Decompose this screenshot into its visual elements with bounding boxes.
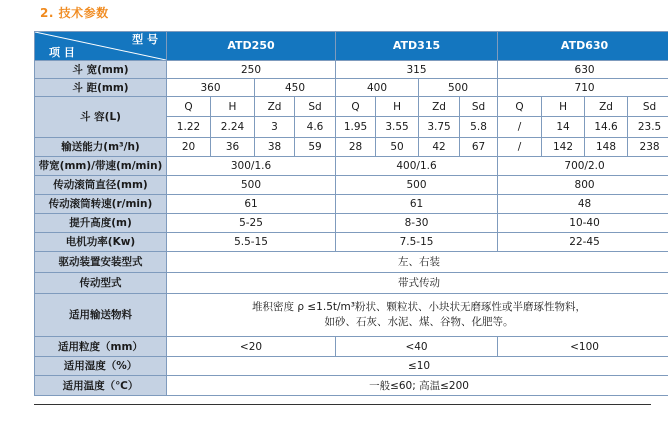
cell: 2.24 <box>211 117 255 138</box>
spec-table <box>34 31 668 396</box>
row-label: 适用粒度（mm） <box>35 337 167 357</box>
cell: 450 <box>255 79 336 97</box>
cell: 5-25 <box>167 214 336 233</box>
material-line-1: 堆积密度 ρ ≤1.5t/m³粉状、颗粒状、小块状无磨琢性或半磨琢性物料， <box>252 301 586 313</box>
corner-item-label: 项 目 <box>49 46 75 59</box>
cell: 左、右装 <box>167 252 668 273</box>
row-label: 驱动装置安装型式 <box>35 252 167 273</box>
cell: 5.5-15 <box>167 233 336 252</box>
cell: 61 <box>167 195 336 214</box>
cell: 800 <box>498 176 668 195</box>
row-motor-power <box>35 233 668 252</box>
sub-header: Zd <box>255 97 295 117</box>
row-label: 斗 距(mm) <box>35 79 167 97</box>
row-label: 输送能力(m³/h) <box>35 138 167 157</box>
row-bucket-width <box>35 61 668 79</box>
cell: <100 <box>498 337 668 357</box>
cell: 315 <box>336 61 498 79</box>
cell: 14 <box>542 117 585 138</box>
row-lift-height <box>35 214 668 233</box>
sub-header: Sd <box>295 97 336 117</box>
cell: 360 <box>167 79 255 97</box>
cell: 700/2.0 <box>498 157 668 176</box>
cell: 带式传动 <box>167 273 668 294</box>
sub-header: Q <box>498 97 542 117</box>
row-label: 传动滚筒转速(r/min) <box>35 195 167 214</box>
cell: 38 <box>255 138 295 157</box>
sub-header: H <box>376 97 419 117</box>
cell: 23.5 <box>628 117 668 138</box>
model-atd250: ATD250 <box>167 32 336 61</box>
cell: 3.75 <box>419 117 460 138</box>
row-throughput <box>35 138 668 157</box>
cell: 20 <box>167 138 211 157</box>
row-capacity-sub <box>35 97 668 117</box>
section-title: 2. 技术参数 <box>40 6 109 20</box>
cell: 28 <box>336 138 376 157</box>
cell: 5.8 <box>460 117 498 138</box>
cell: 3.55 <box>376 117 419 138</box>
row-material <box>35 294 668 337</box>
row-label: 斗 宽(mm) <box>35 61 167 79</box>
header-row <box>35 32 668 61</box>
row-label: 带宽(mm)/带速(m/min) <box>35 157 167 176</box>
sub-header: Q <box>167 97 211 117</box>
row-label: 适用温度（℃） <box>35 376 167 396</box>
cell: 1.22 <box>167 117 211 138</box>
row-drum-speed <box>35 195 668 214</box>
sub-header: H <box>211 97 255 117</box>
cell: 14.6 <box>585 117 628 138</box>
sub-header: Q <box>336 97 376 117</box>
cell: 400 <box>336 79 419 97</box>
row-label: 传动滚筒直径(mm) <box>35 176 167 195</box>
cell: 630 <box>498 61 668 79</box>
row-drive-type <box>35 273 668 294</box>
cell: 7.5-15 <box>336 233 498 252</box>
cell: 一般≤60; 高温≤200 <box>167 376 668 396</box>
row-drum-diameter <box>35 176 668 195</box>
row-label: 提升高度(m) <box>35 214 167 233</box>
cell: 710 <box>498 79 668 97</box>
cell: 36 <box>211 138 255 157</box>
cell: 67 <box>460 138 498 157</box>
row-label: 电机功率(Kw) <box>35 233 167 252</box>
row-belt <box>35 157 668 176</box>
cell: <40 <box>336 337 498 357</box>
cell: / <box>498 117 542 138</box>
row-bucket-pitch <box>35 79 668 97</box>
cell: 500 <box>167 176 336 195</box>
row-temperature <box>35 376 668 396</box>
row-label: 适用湿度（%） <box>35 357 167 376</box>
row-humidity <box>35 357 668 376</box>
cell: 10-40 <box>498 214 668 233</box>
cell: 142 <box>542 138 585 157</box>
cell: ≤10 <box>167 357 668 376</box>
model-atd315: ATD315 <box>336 32 498 61</box>
cell: 500 <box>336 176 498 195</box>
sub-header: Sd <box>628 97 668 117</box>
cell: <20 <box>167 337 336 357</box>
cell <box>167 294 668 337</box>
sub-header: Zd <box>419 97 460 117</box>
header-corner <box>35 32 167 61</box>
cell: / <box>498 138 542 157</box>
cell: 400/1.6 <box>336 157 498 176</box>
cell: 50 <box>376 138 419 157</box>
material-line-2: 如砂、石灰、水泥、煤、谷物、化肥等。 <box>324 316 514 328</box>
row-label: 适用输送物料 <box>35 294 167 337</box>
cell: 3 <box>255 117 295 138</box>
row-label: 传动型式 <box>35 273 167 294</box>
sub-header: H <box>542 97 585 117</box>
cell: 8-30 <box>336 214 498 233</box>
cell: 48 <box>498 195 668 214</box>
corner-model-label: 型 号 <box>132 33 158 46</box>
cell: 42 <box>419 138 460 157</box>
cell: 22-45 <box>498 233 668 252</box>
row-drive-mount <box>35 252 668 273</box>
cell: 59 <box>295 138 336 157</box>
cell: 300/1.6 <box>167 157 336 176</box>
cell: 250 <box>167 61 336 79</box>
bottom-divider <box>34 404 651 405</box>
cell: 61 <box>336 195 498 214</box>
cell: 148 <box>585 138 628 157</box>
model-atd630: ATD630 <box>498 32 668 61</box>
cell: 238 <box>628 138 668 157</box>
sub-header: Sd <box>460 97 498 117</box>
row-granularity <box>35 337 668 357</box>
sub-header: Zd <box>585 97 628 117</box>
cell: 500 <box>419 79 498 97</box>
cell: 4.6 <box>295 117 336 138</box>
row-label: 斗 容(L) <box>35 97 167 138</box>
cell: 1.95 <box>336 117 376 138</box>
